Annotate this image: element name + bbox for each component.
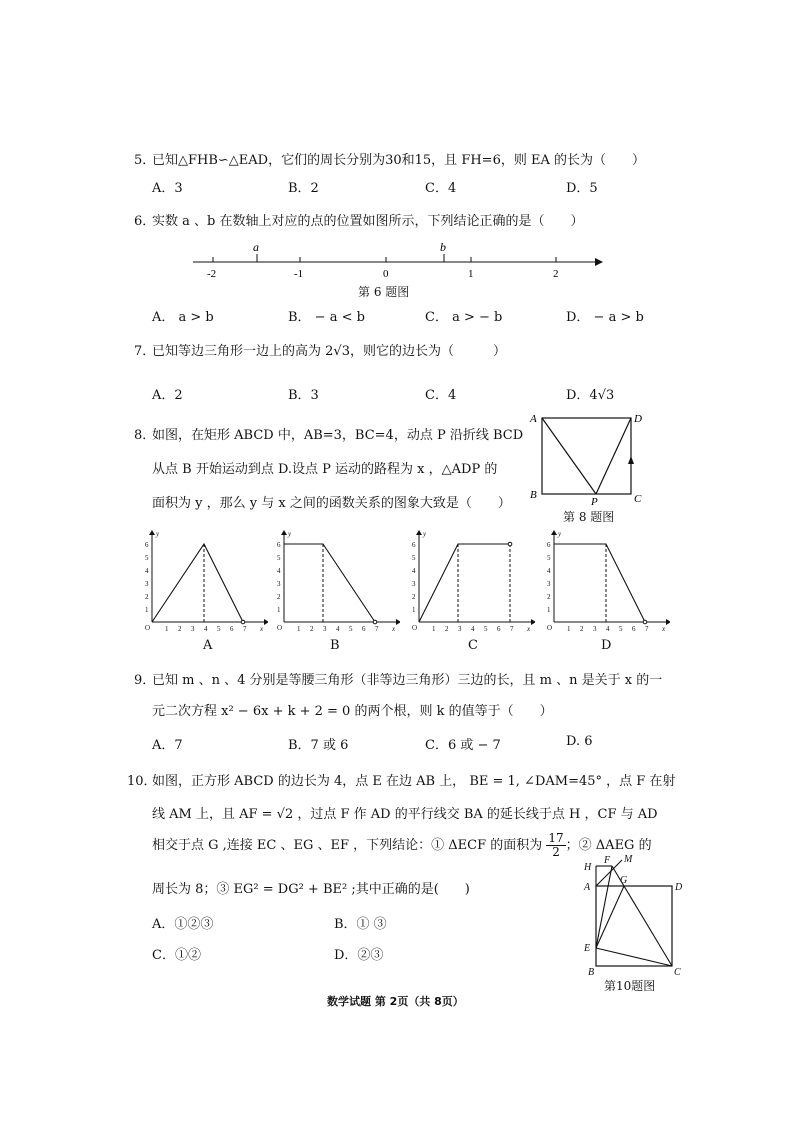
svg-text:2: 2 [145, 593, 149, 601]
svg-text:6: 6 [277, 541, 281, 549]
svg-text:4: 4 [204, 625, 208, 633]
svg-text:7: 7 [243, 625, 247, 633]
q9-line-2: 元二次方程 x² − 6x + k + 2 = 0 的两个根，则 k 的值等于（ ） [152, 704, 553, 719]
point-a-label: a [253, 240, 259, 254]
svg-text:3: 3 [593, 625, 597, 633]
q5-option-d: D．5 [566, 181, 598, 196]
q8-number: 8． [134, 428, 156, 443]
svg-text:5: 5 [349, 625, 353, 633]
svg-text:2: 2 [580, 625, 584, 633]
svg-text:4: 4 [277, 567, 281, 575]
q8-graph-b-label: B [330, 638, 340, 653]
svg-text:5: 5 [547, 554, 551, 562]
svg-text:6: 6 [412, 541, 416, 549]
svg-text:3: 3 [458, 625, 462, 633]
svg-text:2: 2 [310, 625, 314, 633]
svg-text:O: O [277, 624, 283, 632]
svg-text:E: E [584, 943, 591, 954]
q9-number: 9． [134, 673, 156, 688]
svg-text:H: H [584, 862, 592, 873]
svg-text:5: 5 [412, 554, 416, 562]
svg-text:3: 3 [145, 580, 149, 588]
svg-text:x: x [260, 625, 264, 633]
q10-line-3 [152, 832, 652, 859]
q9-line-1: 已知 m 、n 、4 分别是等腰三角形（非等边三角形）三边的长，且 m 、n 是关于 x 的一 [152, 673, 663, 688]
svg-text:5: 5 [619, 625, 623, 633]
svg-text:7: 7 [510, 625, 514, 633]
svg-text:3: 3 [191, 625, 195, 633]
svg-text:6: 6 [547, 541, 551, 549]
q5-number: 5． [134, 153, 156, 168]
q10-square-figure [578, 852, 688, 976]
q8-graph-c [405, 528, 535, 636]
fraction-denominator: 2 [552, 845, 560, 859]
q7-stem [152, 340, 506, 359]
svg-text:4: 4 [412, 567, 416, 575]
svg-text:4: 4 [145, 567, 149, 575]
q8-graph-a-label: A [203, 638, 213, 653]
q8-caption: 第 8 题图 [563, 510, 615, 524]
svg-text:y: y [156, 530, 160, 538]
svg-text:1: 1 [567, 625, 571, 633]
svg-text:2: 2 [412, 593, 416, 601]
q8-line-2: 从点 B 开始运动到点 D.设点 P 运动的路程为 x ，△ADP 的 [152, 462, 498, 477]
q8-graph-a [138, 528, 268, 636]
q7-option-c: C．4 [425, 388, 457, 403]
q6-number: 6． [134, 214, 156, 229]
q10-caption: 第10题图 [604, 979, 656, 993]
svg-text:6: 6 [497, 625, 501, 633]
svg-text:3: 3 [547, 580, 551, 588]
svg-text:2: 2 [277, 593, 281, 601]
svg-text:O: O [412, 624, 418, 632]
svg-text:O: O [145, 624, 151, 632]
q6-option-c: C． a > − b [425, 310, 503, 325]
svg-text:C: C [634, 493, 642, 505]
q7-option-b: B．3 [288, 388, 319, 403]
svg-text:P: P [591, 496, 598, 506]
q5-option-c: C．4 [425, 181, 457, 196]
svg-text:6: 6 [632, 625, 636, 633]
svg-text:1: 1 [547, 606, 551, 614]
point-b-label: b [440, 240, 446, 254]
svg-text:5: 5 [217, 625, 221, 633]
q7-number: 7． [134, 344, 156, 359]
q10-fraction [546, 832, 565, 859]
q6-option-d: D． − a > b [566, 310, 644, 325]
svg-text:6: 6 [230, 625, 234, 633]
q6-option-a: A． a > b [152, 310, 214, 325]
tick-label: 2 [553, 268, 559, 280]
q8-graph-d-label: D [601, 638, 612, 653]
svg-text:D: D [675, 882, 683, 893]
svg-text:5: 5 [277, 554, 281, 562]
tick-label: 0 [383, 268, 389, 280]
svg-text:1: 1 [297, 625, 301, 633]
q10-option-d: D．②③ [334, 948, 384, 963]
svg-text:1: 1 [277, 606, 281, 614]
svg-text:F: F [604, 855, 611, 866]
q10-line-3-pre: 相交于点 G ,连接 EC 、EG 、EF ，下列结论：① ΔECF 的面积为 [152, 838, 547, 853]
q9-option-d: D. 6 [566, 734, 593, 749]
q8-rectangle-figure [528, 410, 648, 506]
svg-text:M: M [624, 854, 633, 865]
svg-text:1: 1 [432, 625, 436, 633]
svg-text:O: O [547, 624, 553, 632]
q9-option-a: A．7 [152, 738, 183, 753]
svg-text:C: C [674, 967, 681, 976]
number-line [190, 236, 610, 284]
svg-text:2: 2 [547, 593, 551, 601]
q10-option-b: B．① ③ [334, 917, 387, 932]
svg-text:4: 4 [471, 625, 475, 633]
q10-line-3-post: ；② ΔAEG 的 [565, 838, 652, 853]
svg-text:A: A [584, 882, 591, 893]
svg-text:3: 3 [323, 625, 327, 633]
q10-number: 10． [127, 774, 157, 789]
tick-label: -2 [207, 268, 217, 280]
svg-text:B: B [530, 489, 537, 501]
q5-option-b: B．2 [288, 181, 319, 196]
svg-text:3: 3 [277, 580, 281, 588]
q6-option-b: B． − a < b [288, 310, 365, 325]
svg-text:B: B [588, 967, 595, 976]
svg-text:4: 4 [547, 567, 551, 575]
q9-option-b: B．7 或 6 [288, 738, 349, 753]
page-footer: 数学试题 第 2页（共 8页） [327, 995, 464, 1008]
q10-option-c: C．①② [152, 948, 201, 963]
svg-text:D: D [634, 413, 642, 425]
svg-text:1: 1 [145, 606, 149, 614]
tick-label: 1 [468, 268, 474, 280]
q10-line-2: 线 AM 上，且 AF = √2 ，过点 F 作 AD 的平行线交 BA 的延长线于点 H ，CF 与 AD [152, 807, 658, 822]
svg-text:A: A [530, 413, 537, 425]
svg-text:G: G [620, 875, 628, 886]
q7-stem-post: ，则它的边长为（ ） [349, 344, 506, 359]
q7-option-a: A．2 [152, 388, 183, 403]
q7-height-value: 2√3 [325, 344, 350, 359]
svg-text:x: x [662, 625, 666, 633]
q5-stem: 已知△FHB∽△EAD，它们的周长分别为30和15，且 FH=6，则 EA 的长为（ ） [152, 153, 645, 168]
svg-text:y: y [558, 530, 562, 538]
svg-text:3: 3 [412, 580, 416, 588]
svg-text:4: 4 [606, 625, 610, 633]
q10-line-4: 周长为 8；③ EG² = DG² + BE² ;其中正确的是( ) [152, 882, 470, 897]
svg-text:5: 5 [145, 554, 149, 562]
svg-text:7: 7 [375, 625, 379, 633]
svg-text:6: 6 [362, 625, 366, 633]
svg-text:1: 1 [165, 625, 169, 633]
svg-text:y: y [288, 530, 292, 538]
q7-option-d: D．4√3 [566, 388, 615, 403]
q10-option-a: A．①②③ [152, 917, 214, 932]
q8-line-3: 面积为 y ，那么 y 与 x 之间的函数关系的图象大致是（ ） [152, 496, 511, 511]
q6-caption: 第 6 题图 [358, 285, 410, 299]
tick-label: -1 [294, 268, 304, 280]
q5-option-a: A．3 [152, 181, 183, 196]
svg-text:x: x [392, 625, 396, 633]
q10-line-1: 如图，正方形 ABCD 的边长为 4，点 E 在边 AB 上， BE = 1, ∠DAM=45° ，点 F 在射 [152, 774, 676, 789]
q8-graph-b [270, 528, 400, 636]
svg-text:y: y [423, 530, 427, 538]
svg-text:x: x [527, 625, 531, 633]
svg-text:4: 4 [336, 625, 340, 633]
svg-text:6: 6 [145, 541, 149, 549]
q8-graph-d [540, 528, 670, 636]
q8-line-1: 如图，在矩形 ABCD 中，AB=3，BC=4，动点 P 沿折线 BCD [152, 428, 524, 443]
fraction-numerator: 17 [548, 831, 564, 845]
q7-stem-pre: 已知等边三角形一边上的高为 [152, 344, 326, 359]
svg-text:2: 2 [445, 625, 449, 633]
q6-stem: 实数 a 、b 在数轴上对应的点的位置如图所示，下列结论正确的是（ ） [152, 214, 584, 229]
q8-graph-c-label: C [468, 638, 478, 653]
q9-option-c: C．6 或 − 7 [425, 738, 501, 753]
svg-text:7: 7 [645, 625, 649, 633]
svg-text:5: 5 [484, 625, 488, 633]
svg-text:1: 1 [412, 606, 416, 614]
svg-text:2: 2 [178, 625, 182, 633]
